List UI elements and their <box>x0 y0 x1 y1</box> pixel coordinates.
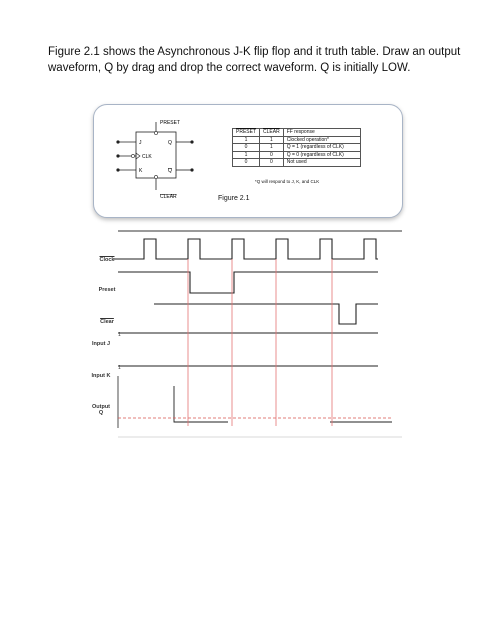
timing-diagram <box>92 228 404 440</box>
truth-table-cell: Not used <box>283 159 360 167</box>
clock-waveform <box>114 239 378 259</box>
input-k-level-mark: 1 <box>118 365 121 371</box>
output-q-label: Output Q <box>91 404 111 416</box>
instruction-text: Figure 2.1 shows the Asynchronous J-K flip flop and it truth table. Draw an output waveform, Q by drag and drop the correct waveform. Q is initially LOW. <box>48 46 461 74</box>
truth-table-cell: 1 <box>233 136 260 144</box>
truth-table-cell: 1 <box>260 136 284 144</box>
clear-pin-label: CLEAR <box>160 194 177 200</box>
truth-table-cell: Q = 0 (regardless of CLK) <box>283 151 360 159</box>
truth-table-row <box>233 159 361 167</box>
preset-waveform <box>118 272 378 293</box>
input-j-level-mark: 1 <box>118 332 121 338</box>
jk-flip-flop-symbol <box>112 118 222 208</box>
output-q-segment <box>174 386 228 422</box>
preset-pin-label: PRESET <box>160 120 181 126</box>
clear-label: Clear <box>100 319 114 325</box>
truth-table-row <box>233 136 361 144</box>
input-j-label: Input J <box>91 341 111 347</box>
truth-table-header-row <box>233 129 361 137</box>
preset-label: Preset <box>98 287 116 293</box>
figure-caption: Figure 2.1 <box>218 195 250 202</box>
truth-table-row <box>233 151 361 159</box>
truth-table-header: PRESET <box>233 129 260 137</box>
qbar-pin-label: Q <box>168 168 172 174</box>
truth-table-cell: 0 <box>260 151 284 159</box>
clk-pin-label: CLK <box>142 154 152 160</box>
truth-table-note: *Q will respond to J, K, and CLK <box>255 179 320 184</box>
q-pin-label: Q <box>168 140 172 146</box>
k-pin-label: K <box>139 168 143 174</box>
truth-table <box>232 128 361 167</box>
truth-table-cell: Q = 1 (regardless of CLK) <box>283 144 360 152</box>
truth-table-cell: 0 <box>233 159 260 167</box>
truth-table-cell: 0 <box>233 144 260 152</box>
truth-table-header: FF response <box>283 129 360 137</box>
truth-table-cell: 1 <box>233 151 260 159</box>
truth-table-cell: Clocked operation* <box>283 136 360 144</box>
clock-label: Clock <box>99 257 115 263</box>
j-pin-label: J <box>139 140 142 146</box>
input-k-label: Input K <box>91 373 111 379</box>
truth-table-row <box>233 144 361 152</box>
truth-table-header: CLEAR <box>260 129 284 137</box>
truth-table-cell: 0 <box>260 159 284 167</box>
truth-table-cell: 1 <box>260 144 284 152</box>
